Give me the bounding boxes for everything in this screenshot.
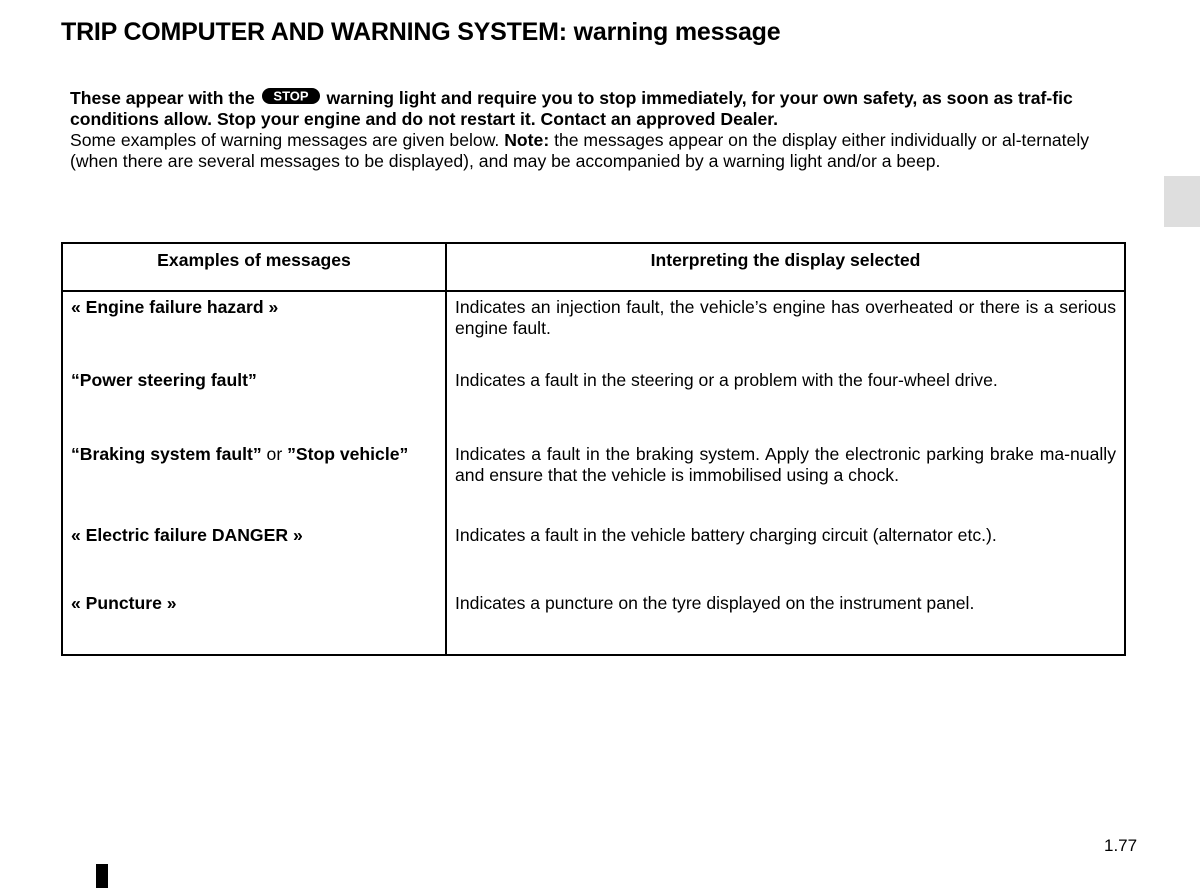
table-row <box>62 439 1125 520</box>
stop-warning-light-icon <box>261 87 321 105</box>
description-cell: Indicates an injection fault, the vehicle’s engine has overheated or there is a serious engine fault. <box>446 291 1125 365</box>
table-row <box>62 588 1125 655</box>
table-row <box>62 291 1125 365</box>
crop-mark <box>96 864 108 888</box>
table-row <box>62 520 1125 588</box>
warning-messages-table <box>61 242 1126 656</box>
intro-bold-before-icon: These appear with the <box>70 88 255 108</box>
header-interpreting-display: Interpreting the display selected <box>446 243 1125 291</box>
note-label: Note: <box>504 130 550 150</box>
message-cell: « Engine failure hazard » <box>62 291 446 365</box>
page-title: TRIP COMPUTER AND WARNING SYSTEM: warning message <box>61 18 781 46</box>
message-stop-vehicle: ”Stop vehicle” <box>287 444 409 464</box>
intro-section <box>70 87 1122 172</box>
intro-note-paragraph <box>70 130 1122 172</box>
chapter-tab <box>1164 176 1200 227</box>
table-header-row <box>62 243 1125 291</box>
description-cell: Indicates a puncture on the tyre displayed on the instrument panel. <box>446 588 1125 655</box>
description-cell: Indicates a fault in the steering or a problem with the four-wheel drive. <box>446 365 1125 439</box>
intro-warning-paragraph <box>70 87 1122 130</box>
description-cell: Indicates a fault in the braking system. Apply the electronic parking brake ma-nually and ensure that the vehicle is immobilised using a chock. <box>446 439 1125 520</box>
page-number: 1.77 <box>1104 836 1138 855</box>
intro-text-before-note: Some examples of warning messages are given below. <box>70 130 505 150</box>
description-cell: Indicates a fault in the vehicle battery charging circuit (alternator etc.). <box>446 520 1125 588</box>
intro-bold-after-icon: warning light and require you to stop immediately, for your own safety, as soon as traf-fic conditions allow. Stop your engine and do not restart it. Contact an approved Dealer. <box>70 88 1073 129</box>
message-cell: « Puncture » <box>62 588 446 655</box>
intro-text-after-note: the messages appear on the display either individually or al-ternately (when there are several messages to be displayed), and may be accompanied by a warning light and/or a beep. <box>70 130 1090 171</box>
stop-icon-label: STOP <box>273 88 309 104</box>
message-braking-fault: “Braking system fault” <box>71 444 262 464</box>
message-cell <box>62 439 446 520</box>
message-cell: « Electric failure DANGER » <box>62 520 446 588</box>
header-examples-of-messages: Examples of messages <box>62 243 446 291</box>
table-row <box>62 365 1125 439</box>
message-cell: “Power steering fault” <box>62 365 446 439</box>
message-connector: or <box>261 444 288 464</box>
